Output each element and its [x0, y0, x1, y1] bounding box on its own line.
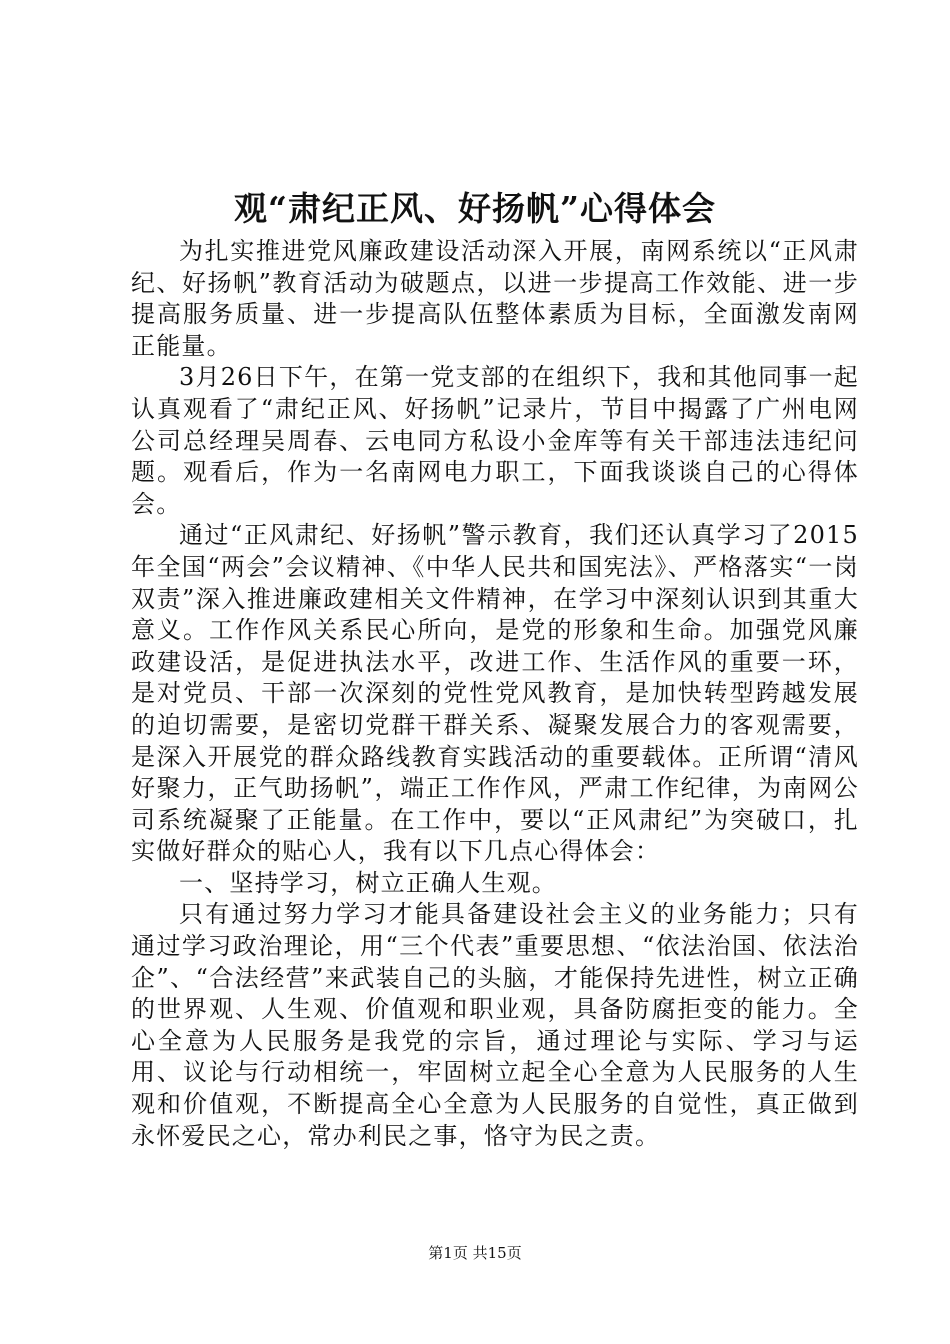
document-title: 观“肃纪正风、好扬帆”心得体会	[234, 189, 716, 228]
paragraph-intro: 为扎实推进党风廉政建设活动深入开展，南网系统以“正风肃纪、好扬帆”教育活动为破题点，以进一步提高工作效能、进一步提高服务质量、进一步提高队伍整体素质为目标，全面激发南网正能量。	[131, 237, 859, 360]
page-footer: 第1页 共15页	[428, 1244, 522, 1262]
paragraph-study: 通过“正风肃纪、好扬帆”警示教育，我们还认真学习了2015年全国“两会”会议精神、《中华人民共和国宪法》、严格落实“一岗双责”深入推进廉政建相关文件精神，在学习中深刻认识到其重大意义。工作作风关系民心所向，是党的形象和生命。加强党风廉政建设活，是促进执法水平，改进工作、生活作风的重要一环，是对党员、干部一次深刻的党性党风教育，是加快转型跨越发展的迫切需要，是密切党群干群关系、凝聚发展合力的客观需要，是深入开展党的群众路线教育实践活动的重要载体。正所谓“清风好聚力，正气助扬帆”，端正工作作风，严肃工作纪律，为南网公司系统凝聚了正能量。在工作中，要以“正风肃纪”为突破口，扎实做好群众的贴心人，我有以下几点心得体会：	[131, 521, 859, 866]
paragraph-viewing: 3月26日下午，在第一党支部的在组织下，我和其他同事一起认真观看了“肃纪正风、好扬帆”记录片，节目中揭露了广州电网公司总经理吴周春、云电同方私设小金库等有关干部违法违纪问题。观看后，作为一名南网电力职工，下面我谈谈自己的心得体会。	[131, 363, 859, 518]
document-body	[131, 236, 859, 1152]
paragraph-learning: 只有通过努力学习才能具备建设社会主义的业务能力；只有通过学习政治理论，用“三个代表”重要思想、“依法治国、依法治企”、“合法经营”来武装自己的头脑，才能保持先进性，树立正确的世界观、人生观、价值观和职业观，具备防腐拒变的能力。全心全意为人民服务是我党的宗旨，通过理论与实际、学习与运用、议论与行动相统一，牢固树立起全心全意为人民服务的人生观和价值观，不断提高全心全意为人民服务的自觉性，真正做到永怀爱民之心，常办利民之事，恪守为民之责。	[131, 900, 859, 1150]
section-heading-1: 一、坚持学习，树立正确人生观。	[179, 868, 557, 897]
